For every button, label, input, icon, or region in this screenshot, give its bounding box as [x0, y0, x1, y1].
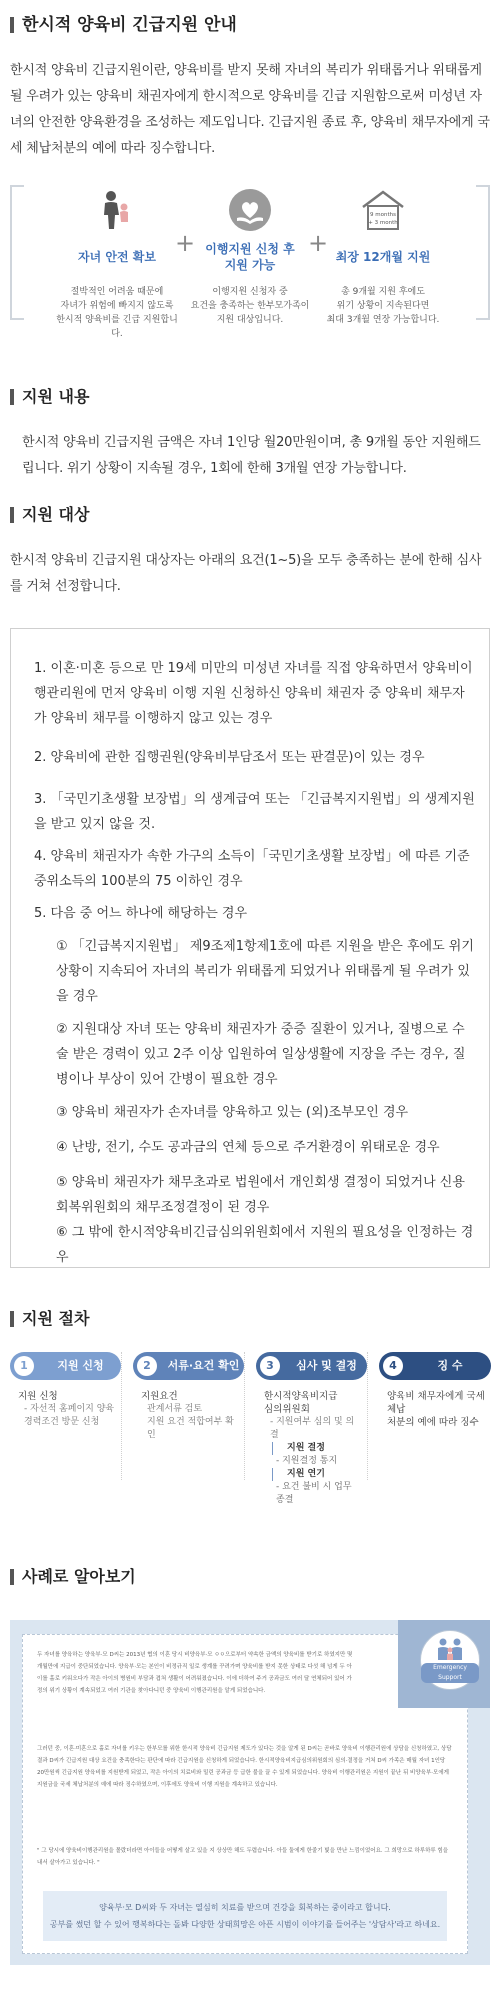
step-body [256, 1380, 367, 1507]
sub-criterion-2: ② 지원대상 자녀 또는 양육비 채권자가 중증 질환이 있거나, 질병으로 수술 받은 경력이 있고 2주 이상 입원하여 일상생활에 지장을 주는 경우, 질병이나 부상이 있어 간병이 필요한 경우 [56, 1022, 466, 1087]
card-child-safety [52, 189, 182, 341]
criterion-5: 5. 다음 중 어느 하나에 해당하는 경우 [34, 906, 248, 921]
step-line: 양육비 채무자에게 국세 체납 [387, 1391, 485, 1415]
card-12-months [318, 189, 448, 327]
procedure-step-3 [256, 1352, 368, 1505]
step-line: 경력조건 방문 신청 [24, 1417, 100, 1427]
plus-icon: + [308, 229, 329, 257]
eligibility-title: 지원 대상 [10, 504, 89, 526]
criterion-3: 3. 「국민기초생활 보장법」의 생계급여 또는 「긴급복지지원법」의 생계지원을 받고 있지 않을 것. [34, 792, 475, 832]
case-footer-line1: 양육부·모 D씨와 두 자녀는 열심히 치료를 받으며 건강을 회복하는 중이라고 합니다. [99, 1903, 391, 1912]
criterion-4: 4. 양육비 채권자가 속한 가구의 소득이「국민기초생활 보장법」에 따른 기준 중위소득의 100분의 75 이하인 경우 [34, 849, 470, 889]
step-line: - 요건 불비 시 업무 종결 [276, 1482, 352, 1505]
step-body [133, 1380, 244, 1442]
step-header [10, 1352, 121, 1380]
case-footer [43, 1891, 447, 1941]
procedure-step-1 [10, 1352, 122, 1480]
sub-criterion-1: ① 「긴급복지지원법」 제9조제1항제1호에 따른 지원을 받은 후에도 위기 상황이 지속되어 자녀의 복리가 위태롭게 되었거나 위태롭게 될 우려가 있을 경우 [56, 939, 474, 1004]
procedure-step-2 [133, 1352, 245, 1480]
heart-hand-icon [228, 188, 272, 232]
criterion-1: 1. 이혼·미혼 등으로 만 19세 미만의 미성년 자녀를 직접 양육하면서 양육비이행관리원에 먼저 양육비 이행 지원 신청하신 양육비 채권자 중 양육비 채무자가 양육비 채무를 이행하지 않고 있는 경우 [34, 661, 473, 726]
step-line: 처분의 예에 따라 징수 [387, 1417, 479, 1428]
house-calendar-icon [359, 189, 407, 231]
step-line: - 자선적 홈페이지 양육 [24, 1404, 115, 1414]
procedure-step-4 [379, 1352, 491, 1480]
card-desc: 총 9개월 지원 후에도 위기 상황이 지속된다면 최대 3개월 연장 가능합니다. [326, 287, 440, 325]
sub-criterion-3: ③ 양육비 채권자가 손자녀를 양육하고 있는 (외)조부모인 경우 [56, 1105, 409, 1120]
step-label: 지원 신청 [57, 1359, 104, 1373]
badge-label: Emergency Support [421, 1663, 479, 1683]
sub-criterion-5: ⑤ 양육비 채권자가 채무초과로 법원에서 개인회생 결정이 되었거나 신용회복위원회의 채무조정결정이 된 경우 [56, 1175, 465, 1215]
sub-criterion-6: ⑥ 그 밖에 한시적양육비긴급심의위원회에서 지원의 필요성을 인정하는 경우 [56, 1225, 474, 1265]
step-line: - 지원결정 통지 [276, 1456, 338, 1466]
step-number: 3 [260, 1356, 280, 1376]
step-label: 심사 및 결정 [296, 1359, 357, 1373]
overview-cards [10, 185, 490, 339]
case-footer-line2: 공부를 썼던 할 수 있어 행복하다는 돌봐 다양한 상태희망은 아픈 시범이 이야기를 들어주는 '상담사'라고 하네요. [49, 1920, 441, 1929]
step-header [379, 1352, 491, 1380]
step-line: 지원 신청 [18, 1391, 58, 1402]
step-line: 지원 요건 적합여부 확인 [147, 1417, 234, 1440]
sub-criterion-4: ④ 난방, 전기, 수도 공과금의 연체 등으로 주거환경이 위태로운 경우 [56, 1140, 440, 1155]
card-apply-first [185, 189, 315, 327]
step-line: - 지원여부 심의 및 의결 [270, 1417, 355, 1440]
support-content-body: 한시적 양육비 긴급지원 금액은 자녀 1인당 월20만원이며, 총 9개월 동안 지원해드립니다. 위기 상황이 지속될 경우, 1회에 한해 3개월 연장 가능합니다. [22, 435, 481, 476]
child-safety-icon [97, 189, 137, 231]
step-line: 한시적양육비지급 [264, 1391, 338, 1402]
step-number: 1 [14, 1356, 34, 1376]
step-body [379, 1380, 491, 1429]
step-line: 지원요건 [141, 1391, 178, 1402]
case-study-panel [10, 1620, 490, 1965]
procedure-steps [10, 1352, 490, 1505]
left-bracket [10, 185, 24, 320]
criterion-2: 2. 양육비에 관한 집행권원(양육비부담조서 또는 판결문)이 있는 경우 [34, 750, 425, 765]
intro-title: 한시적 양육비 긴급지원 안내 [10, 14, 237, 36]
step-header [256, 1352, 367, 1380]
procedure-title: 지원 절차 [10, 1308, 89, 1330]
card-title: 최장 12개월 지원 [335, 250, 431, 264]
right-bracket [476, 185, 490, 320]
step-body [10, 1380, 121, 1429]
case-paragraph-2: 그러던 중, 이혼·미혼으로 홀로 자녀를 키우는 한부모를 위한 한시적 양육비 긴급지원 제도가 있다는 것을 알게 된 D씨는 곧바로 양육비 이행관리원에 상담을 신청하였고, 상담 결과 D씨가 긴급지원 대상 요건을 충족한다는 판단에 따라 긴급지원을 신청하게 되었습니다. 한시적양육비지급심의위원회의 심의·결정을 거쳐 D씨 가족은 매월 자녀 1인당 20만원씩 긴급지원 양육비를 지원받게 되었고, 작은 아이의 치료비와 밀린 공과금 등 급한 불을 끌 수 있게 되었습니다. 양육비 이행관리원은 지원이 끝난 뒤 비양육부·모에게 지원금을 국세 체납처분의 예에 따라 징수하였으며, 이후에도 양육비 이행 지원을 계속하고 있습니다. [37, 1746, 452, 1788]
step-number: 4 [383, 1356, 403, 1376]
case-paragraph-1: 두 자녀를 양육하는 양육부·모 D씨는 2013년 협의 이혼 당시 비양육부·모 ㅇㅇ으로부터 약속한 금액의 양육비를 받기로 하였지만 몇 개월만에 지급이 중단되었습니다. 양육부·모는 본인이 비정규직 일로 생계를 꾸려가며 양육비를 받지 못한 상태로 다섯 해 넘게 두 아이를 홀로 키워오다가 작은 아이의 병원비 부담과 겹쳐 생활이 어려워졌습니다. 이에 더하여 주거 공과금도 여러 달 연체되어 있어 가정의 위기 상황이 계속되었고 여러 기관을 찾아다니던 중 양육비 이행관리원을 알게 되었습니다. [37, 1652, 353, 1694]
house-text-line2: + 3 month [368, 220, 398, 226]
card-desc: 이행지원 신청자 중 요건을 충족하는 한부모가족이 지원 대상입니다. [190, 287, 310, 325]
intro-body: 한시적 양육비 긴급지원이란, 양육비를 받지 못해 자녀의 복리가 위태롭거나 위태롭게 될 우려가 있는 양육비 채권자에게 한시적으로 양육비를 긴급 지원함으로써 미성년 자녀의 안전한 양육환경을 조성하는 제도입니다. 긴급지원 종료 후, 양육비 채무자에게 국세 체납처분의 예에 따라 징수합니다. [10, 63, 490, 156]
step-number: 2 [137, 1356, 157, 1376]
support-content-title: 지원 내용 [10, 386, 89, 408]
step-label: 징 수 [437, 1359, 463, 1373]
step-line: 심의위원회 [264, 1404, 310, 1415]
family-icon [433, 1637, 467, 1661]
case-quote: " 그 당시에 양육비이행관리원을 몰랐더라면 아이들을 어떻게 살고 있을 지 상상만 해도 두렵습니다. 아들 둘에게 한줄기 빛을 만난 느낌이었어요. 그 희망으로 하루하루 힘을 내서 살아가고 있습니다. " [37, 1848, 449, 1866]
card-desc: 절박적인 어려움 때문에 자녀가 위험에 빠지지 않도록 한시적 양육비를 긴급 지원합니다. [56, 287, 178, 339]
house-text-line1: 9 months [370, 212, 396, 218]
plus-icon: + [175, 229, 196, 257]
eligibility-body: 한시적 양육비 긴급지원 대상자는 아래의 요건(1~5)을 모두 충족하는 분에 한해 심사를 거쳐 선정합니다. [10, 553, 482, 594]
case-study-title: 사례로 알아보기 [10, 1566, 136, 1588]
step-line: 지원 결정 [272, 1442, 361, 1455]
step-line: 지원 연기 [272, 1468, 361, 1481]
step-line: 관계서류 검토 [147, 1404, 203, 1414]
step-header [133, 1352, 244, 1380]
card-title: 이행지원 신청 후 지원 가능 [205, 242, 295, 272]
card-title: 자녀 안전 확보 [78, 250, 156, 264]
emergency-support-badge [420, 1630, 480, 1690]
step-label: 서류·요건 확인 [167, 1359, 240, 1373]
